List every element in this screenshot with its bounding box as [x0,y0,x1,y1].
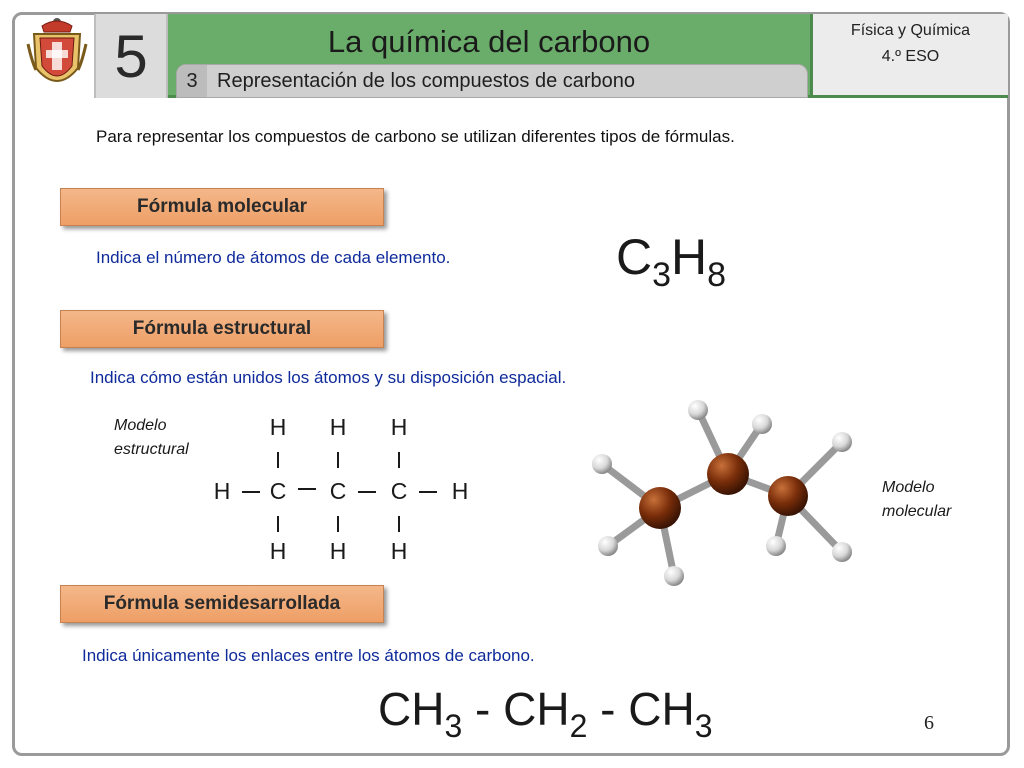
bond-line [358,491,376,493]
molecular-model-label-line1: Modelo [882,479,935,496]
bond-line [337,516,339,532]
structural-formula-description: Indica cómo están unidos los átomos y su disposición espacial. [90,368,567,387]
hydrogen-atom [832,542,852,562]
hydrogen-atom [766,536,786,556]
group-subscript: 3 [694,708,713,744]
bond-line [242,491,260,493]
atom-h: H [329,414,347,440]
hydrogen-atom [598,536,618,556]
bond-line [398,516,400,532]
structural-model-label-line2: estructural [114,441,189,458]
carbon-atom [707,453,749,495]
formula-carbon: C [616,229,653,285]
semi-developed-formula-heading: Fórmula semidesarrollada [60,585,384,623]
group-subscript: 2 [569,708,588,744]
ball-and-stick-model [580,396,870,592]
carbon-atom [639,487,681,529]
chapter-number: 5 [94,14,168,98]
molecular-formula-description: Indica el número de átomos de cada elemento. [96,248,451,267]
bond-separator: - [462,683,504,735]
atom-c: C [329,478,347,504]
molecular-model-label [882,476,951,524]
structural-formula-diagram [200,410,490,570]
semi-developed-formula-description: Indica únicamente los enlaces entre los átomos de carbono. [82,646,535,665]
molecular-formula-heading: Fórmula molecular [60,188,384,226]
hydrogen-atom [688,400,708,420]
atom-h: H [390,538,408,564]
section-subtitle-bar [176,64,808,98]
course-subject: Física y Química [850,22,971,39]
hydrogen-atom [664,566,684,586]
structural-model-label [114,414,189,462]
bond-separator: - [587,683,629,735]
course-level: 4.º ESO [881,48,940,65]
atom-c: C [269,478,287,504]
carbon-atom [768,476,808,516]
structural-model-label-line1: Modelo [114,417,167,434]
atom-h: H [213,478,231,504]
formula-carbon-count: 3 [652,256,672,294]
bond-line [277,516,279,532]
group-subscript: 3 [444,708,463,744]
hydrogen-atom [592,454,612,474]
atom-h: H [390,414,408,440]
bond-line [298,488,316,490]
atom-h: H [451,478,469,504]
molecular-formula [616,228,726,295]
intro-text: Para representar los compuestos de carbono se utilizan diferentes tipos de fórmulas. [96,127,735,146]
formula-hydrogen-count: 8 [707,256,727,294]
molecular-model-label-line2: molecular [882,503,952,520]
hydrogen-atom [752,414,772,434]
section-title: Representación de los compuestos de carbono [217,70,636,92]
header-title-band [168,14,810,98]
section-number: 3 [177,65,207,97]
course-info [810,14,1008,98]
atom-c: C [390,478,408,504]
atom-h: H [329,538,347,564]
structural-formula-heading: Fórmula estructural [60,310,384,348]
formula-hydrogen: H [671,229,708,285]
bond-line [398,452,400,468]
school-crest-logo [22,14,92,96]
bond-line [277,452,279,468]
atom-h: H [269,414,287,440]
group-ch: CH [503,683,570,735]
bond-line [419,491,437,493]
semi-developed-formula [378,682,713,745]
page-title: La química del carbono [327,24,651,59]
bond-line [337,452,339,468]
atom-h: H [269,538,287,564]
group-ch: CH [378,683,445,735]
hydrogen-atom [832,432,852,452]
group-ch: CH [628,683,695,735]
page-number: 6 [924,712,934,734]
